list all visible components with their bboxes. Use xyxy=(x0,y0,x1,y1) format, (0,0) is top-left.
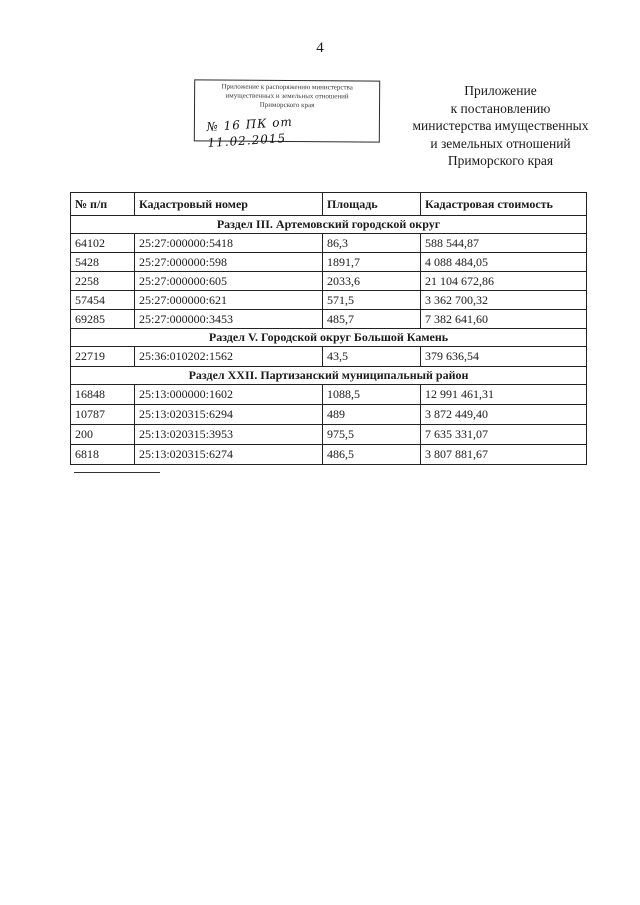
stamp-line: Приморского края xyxy=(259,100,315,110)
cell-cadastral-number: 25:13:020315:6274 xyxy=(135,445,323,465)
cell-number: 5428 xyxy=(71,253,135,272)
approval-stamp xyxy=(194,79,380,150)
header-cadastral-value: Кадастровая стоимость xyxy=(421,193,587,216)
cell-value: 3 872 449,40 xyxy=(421,405,587,425)
cell-area: 489 xyxy=(323,405,421,425)
table-row xyxy=(71,234,587,253)
section-row xyxy=(71,329,587,347)
header-number: № п/п xyxy=(71,193,135,216)
cell-cadastral-number: 25:27:000000:621 xyxy=(135,291,323,310)
header-area: Площадь xyxy=(323,193,421,216)
cell-number: 6818 xyxy=(71,445,135,465)
table-row xyxy=(71,272,587,291)
stamp-signature: № 16 ПК от 11.02.2015 xyxy=(206,114,294,150)
cell-number: 64102 xyxy=(71,234,135,253)
table-row xyxy=(71,310,587,329)
appendix-line: Приложение xyxy=(464,83,537,98)
section-row xyxy=(71,367,587,385)
cell-area: 975,5 xyxy=(323,425,421,445)
cell-area: 86,3 xyxy=(323,234,421,253)
section-title: Раздел V. Городской округ Большой Камень xyxy=(71,329,587,347)
cell-number: 69285 xyxy=(71,310,135,329)
cell-value: 7 382 641,60 xyxy=(421,310,587,329)
section-title: Раздел XXII. Партизанский муниципальный район xyxy=(71,367,587,385)
cell-area: 485,7 xyxy=(323,310,421,329)
cell-area: 1891,7 xyxy=(323,253,421,272)
header-cadastral-number: Кадастровый номер xyxy=(135,193,323,216)
cell-value: 588 544,87 xyxy=(421,234,587,253)
cell-number: 16848 xyxy=(71,385,135,405)
appendix-heading xyxy=(398,82,603,170)
section-row xyxy=(71,216,587,234)
cell-area: 571,5 xyxy=(323,291,421,310)
cell-number: 57454 xyxy=(71,291,135,310)
table-row xyxy=(71,405,587,425)
footnote-divider xyxy=(74,472,160,473)
table-row xyxy=(71,347,587,367)
appendix-line: Приморского края xyxy=(447,153,554,168)
table-row xyxy=(71,291,587,310)
cell-value: 12 991 461,31 xyxy=(421,385,587,405)
cell-cadastral-number: 25:27:000000:605 xyxy=(135,272,323,291)
table-header-row xyxy=(71,193,587,216)
cadastral-table xyxy=(70,192,587,465)
cell-value: 21 104 672,86 xyxy=(421,272,587,291)
cell-area: 486,5 xyxy=(323,445,421,465)
cell-area: 2033,6 xyxy=(323,272,421,291)
cell-cadastral-number: 25:36:010202:1562 xyxy=(135,347,323,367)
cell-value: 7 635 331,07 xyxy=(421,425,587,445)
appendix-line: к постановлению xyxy=(450,100,551,116)
table-row xyxy=(71,425,587,445)
stamp-line: имущественных и земельных отношений xyxy=(225,91,349,101)
cell-value: 3 362 700,32 xyxy=(421,291,587,310)
cell-area: 43,5 xyxy=(323,347,421,367)
cell-value: 3 807 881,67 xyxy=(421,445,587,465)
cell-cadastral-number: 25:13:000000:1602 xyxy=(135,385,323,405)
cell-cadastral-number: 25:13:020315:6294 xyxy=(135,405,323,425)
cell-number: 22719 xyxy=(71,347,135,367)
cell-number: 200 xyxy=(71,425,135,445)
table-row xyxy=(71,385,587,405)
cell-cadastral-number: 25:27:000000:598 xyxy=(135,253,323,272)
cell-cadastral-number: 25:27:000000:3453 xyxy=(135,310,323,329)
cell-number: 2258 xyxy=(71,272,135,291)
stamp-line: Приложение к распоряжению министерства xyxy=(221,82,353,92)
cell-area: 1088,5 xyxy=(323,385,421,405)
table-row xyxy=(71,253,587,272)
cell-cadastral-number: 25:13:020315:3953 xyxy=(135,425,323,445)
table-row xyxy=(71,445,587,465)
page-number: 4 xyxy=(316,40,324,56)
section-title: Раздел III. Артемовский городской округ xyxy=(71,216,587,234)
cell-value: 4 088 484,05 xyxy=(421,253,587,272)
appendix-line: и земельных отношений xyxy=(430,135,571,151)
appendix-line: министерства имущественных xyxy=(412,118,589,133)
cell-number: 10787 xyxy=(71,405,135,425)
cell-value: 379 636,54 xyxy=(421,347,587,367)
cell-cadastral-number: 25:27:000000:5418 xyxy=(135,234,323,253)
